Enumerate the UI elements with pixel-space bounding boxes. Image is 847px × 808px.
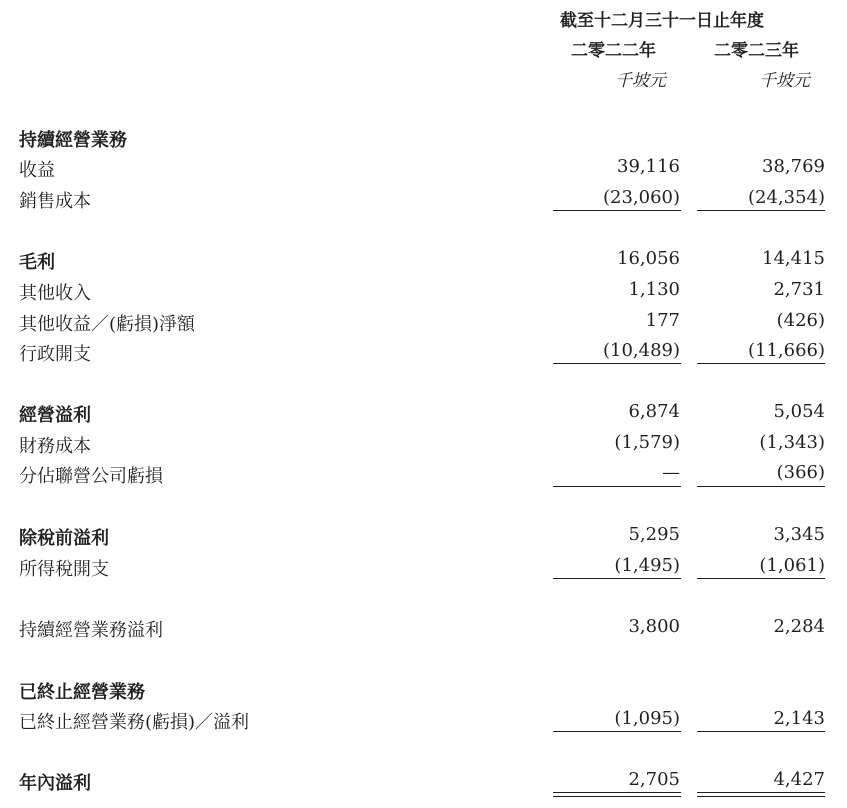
total-double-rule-2022	[553, 792, 681, 797]
table-row-operating-profit	[0, 401, 847, 429]
value-2023: 2,731	[773, 279, 825, 300]
value-2023: (366)	[776, 462, 825, 483]
value-2022: 39,116	[617, 156, 680, 177]
table-row-gross-profit	[0, 248, 847, 276]
value-2022: —	[662, 462, 680, 483]
row-label: 其他收益／(虧損)淨額	[19, 314, 196, 335]
year-2022-header: 二零二二年	[571, 41, 656, 61]
table-row-revenue	[0, 156, 847, 184]
value-2022: 177	[645, 310, 680, 331]
row-label: 財務成本	[19, 436, 91, 457]
subtotal-rule-2022	[553, 486, 681, 487]
subtotal-rule-2023	[697, 486, 825, 487]
row-label: 行政開支	[19, 344, 91, 365]
unit-2023: 千坡元	[759, 71, 810, 91]
row-label: 收益	[19, 160, 55, 181]
value-2022: (1,495)	[614, 555, 680, 576]
table-row-continuing-profit	[0, 616, 847, 644]
value-2023: 5,054	[773, 401, 825, 422]
row-label: 持續經營業務溢利	[19, 620, 163, 641]
row-label: 所得稅開支	[19, 559, 109, 580]
row-label: 其他收入	[19, 283, 91, 304]
row-label: 毛利	[19, 252, 55, 273]
value-2022: (23,060)	[602, 187, 680, 208]
value-2022: 5,295	[628, 524, 680, 545]
subtotal-rule-2022	[553, 363, 681, 364]
table-row-finance-costs	[0, 432, 847, 460]
section-heading-continuing	[0, 126, 847, 154]
subtotal-rule-2023	[697, 363, 825, 364]
section-heading-discontinued	[0, 678, 847, 706]
value-2022: (1,095)	[614, 708, 680, 729]
value-2022: (1,579)	[614, 432, 680, 453]
value-2023: (11,666)	[747, 340, 825, 361]
table-row-other-income	[0, 279, 847, 307]
value-2023: 3,345	[773, 524, 825, 545]
row-label: 已終止經營業務(虧損)／溢利	[19, 712, 250, 733]
value-2023: (1,061)	[759, 555, 825, 576]
subtotal-rule-2022	[553, 731, 681, 732]
value-2022: 6,874	[628, 401, 680, 422]
row-label: 已終止經營業務	[19, 682, 145, 703]
value-2023: (426)	[776, 310, 825, 331]
value-2023: 14,415	[762, 248, 825, 269]
value-2022: 3,800	[628, 616, 680, 637]
value-2022: 16,056	[617, 248, 680, 269]
table-row-profit-before-tax	[0, 524, 847, 552]
subtotal-rule-2023	[697, 578, 825, 579]
year-2023-header: 二零二三年	[714, 41, 799, 61]
total-double-rule-2023	[697, 792, 825, 797]
value-2023: 38,769	[762, 156, 825, 177]
table-row-other-gains-losses	[0, 310, 847, 338]
value-2022: 1,130	[628, 279, 680, 300]
value-2023: 2,143	[773, 708, 825, 729]
subtotal-rule-2022	[553, 210, 681, 211]
row-label: 持續經營業務	[19, 130, 127, 151]
period-header: 截至十二月三十一日止年度	[560, 11, 764, 31]
value-2022: 2,705	[628, 769, 680, 790]
row-label: 銷售成本	[19, 191, 91, 212]
subtotal-rule-2023	[697, 731, 825, 732]
value-2023: 4,427	[773, 769, 825, 790]
value-2023: (1,343)	[759, 432, 825, 453]
value-2023: 2,284	[773, 616, 825, 637]
unit-2022: 千坡元	[615, 71, 666, 91]
subtotal-rule-2022	[553, 578, 681, 579]
row-label: 經營溢利	[19, 405, 91, 426]
value-2023: (24,354)	[747, 187, 825, 208]
row-label: 年內溢利	[19, 773, 91, 794]
subtotal-rule-2023	[697, 210, 825, 211]
row-label: 分佔聯營公司虧損	[19, 466, 163, 487]
value-2022: (10,489)	[602, 340, 680, 361]
row-label: 除稅前溢利	[19, 528, 109, 549]
